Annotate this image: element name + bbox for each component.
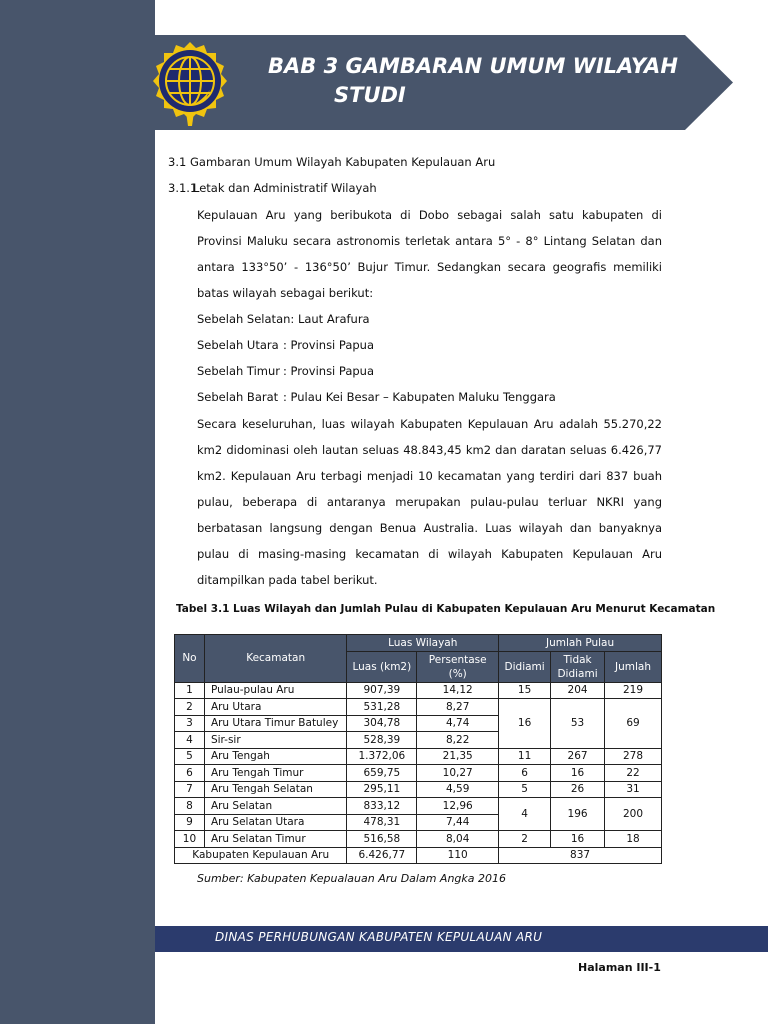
cell-kecamatan: Aru Selatan Utara — [204, 814, 346, 831]
cell-tidak-didiami: 16 — [551, 831, 605, 848]
section-number: 3.1.1 — [168, 181, 198, 195]
cell-kecamatan: Aru Selatan — [204, 798, 346, 815]
cell-no: 10 — [175, 831, 205, 848]
area-islands-table — [174, 634, 662, 864]
cell-didiami: 16 — [499, 699, 551, 749]
cell-jumlah: 31 — [605, 781, 662, 798]
chapter-title-line1: BAB 3 GAMBARAN UMUM WILAYAH — [268, 54, 678, 78]
cell-jumlah: 18 — [605, 831, 662, 848]
header-persentase: Persentase (%) — [417, 651, 499, 682]
cell-didiami: 11 — [499, 748, 551, 765]
border-value: : Pulau Kei Besar – Kabupaten Maluku Tenggara — [283, 390, 556, 404]
section-heading-3-1-1 — [168, 181, 377, 195]
cell-no: 9 — [175, 814, 205, 831]
section-number: 3.1 — [168, 155, 187, 169]
cell-kecamatan: Pulau-pulau Aru — [204, 682, 346, 699]
cell-persentase: 8,04 — [417, 831, 499, 848]
cell-persentase: 10,27 — [417, 765, 499, 782]
header-jumlah-pulau: Jumlah Pulau — [499, 635, 662, 652]
border-value: : Provinsi Papua — [283, 364, 375, 378]
cell-tidak-didiami: 196 — [551, 798, 605, 831]
cell-persentase: 8,22 — [417, 732, 499, 749]
table-row — [175, 748, 662, 765]
cell-luas: 304,78 — [347, 715, 417, 732]
header-jumlah: Jumlah — [605, 651, 662, 682]
border-label: Sebelah Utara — [197, 338, 279, 352]
cell-luas: 528,39 — [347, 732, 417, 749]
total-luas: 6.426,77 — [347, 847, 417, 863]
cell-luas: 295,11 — [347, 781, 417, 798]
sidebar-stripe — [0, 0, 155, 1024]
border-value: : Provinsi Papua — [283, 338, 375, 352]
paragraph-area: Secara keseluruhan, luas wilayah Kabupaten Kepulauan Aru adalah 55.270,22 km2 didominasi oleh lautan seluas 48.843,45 km2 dan daratan seluas 6.426,77 km2. Kepulauan Aru terbagi menjadi 10 kecamatan yang terdiri dari 837 buah pulau, beberapa di antaranya merupakan pulau-pulau terluar NKRI yang berbatasan langsung dengan Benua Australia. Luas wilayah dan banyaknya pulau di masing-masing kecamatan di wilayah Kabupaten Kepulauan Aru ditampilkan pada tabel berikut. — [197, 417, 662, 587]
cell-no: 8 — [175, 798, 205, 815]
cell-didiami: 2 — [499, 831, 551, 848]
cell-didiami: 5 — [499, 781, 551, 798]
cell-luas: 478,31 — [347, 814, 417, 831]
dinas-perhubungan-logo-icon — [150, 40, 230, 128]
section-title: Gambaran Umum Wilayah Kabupaten Kepulauan Aru — [190, 155, 496, 169]
cell-didiami: 15 — [499, 682, 551, 699]
paragraph-location: Kepulauan Aru yang beribukota di Dobo sebagai salah satu kabupaten di Provinsi Maluku secara astronomis terletak antara 5° - 8° Lintang Selatan dan antara 133°50’ - 136°50’ Bujur Timur. Sedangkan secara geografis memiliki batas wilayah sebagai berikut: — [197, 208, 662, 300]
cell-persentase: 4,59 — [417, 781, 499, 798]
cell-no: 4 — [175, 732, 205, 749]
table-caption: Tabel 3.1 Luas Wilayah dan Jumlah Pulau di Kabupaten Kepulauan Aru Menurut Kecamatan — [176, 603, 716, 615]
table-row — [175, 781, 662, 798]
cell-jumlah: 69 — [605, 699, 662, 749]
header-luas-wilayah: Luas Wilayah — [347, 635, 499, 652]
chapter-title — [268, 52, 688, 110]
table-row — [175, 798, 662, 815]
border-east — [197, 364, 374, 378]
border-label: Sebelah Barat — [197, 390, 279, 404]
total-persentase: 110 — [417, 847, 499, 863]
page-number: Halaman III-1 — [578, 961, 661, 974]
border-west — [197, 390, 556, 404]
cell-kecamatan: Aru Tengah Selatan — [204, 781, 346, 798]
cell-kecamatan: Aru Selatan Timur — [204, 831, 346, 848]
cell-tidak-didiami: 267 — [551, 748, 605, 765]
cell-kecamatan: Aru Tengah — [204, 748, 346, 765]
cell-no: 6 — [175, 765, 205, 782]
section-title: Letak dan Administratif Wilayah — [193, 181, 377, 195]
cell-kecamatan: Sir-sir — [204, 732, 346, 749]
header-no: No — [175, 635, 205, 683]
cell-jumlah: 200 — [605, 798, 662, 831]
border-south — [197, 312, 370, 326]
header-kecamatan: Kecamatan — [204, 635, 346, 683]
total-label: Kabupaten Kepulauan Aru — [175, 847, 347, 863]
header-didiami: Didiami — [499, 651, 551, 682]
table-row — [175, 831, 662, 848]
cell-kecamatan: Aru Tengah Timur — [204, 765, 346, 782]
cell-no: 7 — [175, 781, 205, 798]
cell-luas: 833,12 — [347, 798, 417, 815]
cell-persentase: 14,12 — [417, 682, 499, 699]
cell-persentase: 7,44 — [417, 814, 499, 831]
header-luas: Luas (km2) — [347, 651, 417, 682]
cell-luas: 531,28 — [347, 699, 417, 716]
cell-no: 2 — [175, 699, 205, 716]
chapter-title-line2: STUDI — [334, 83, 406, 107]
cell-persentase: 12,96 — [417, 798, 499, 815]
table-row — [175, 682, 662, 699]
cell-persentase: 4,74 — [417, 715, 499, 732]
table-row — [175, 765, 662, 782]
section-heading-3-1 — [168, 155, 495, 169]
cell-kecamatan: Aru Utara — [204, 699, 346, 716]
cell-tidak-didiami: 204 — [551, 682, 605, 699]
border-north — [197, 338, 374, 352]
cell-tidak-didiami: 53 — [551, 699, 605, 749]
cell-no: 5 — [175, 748, 205, 765]
cell-tidak-didiami: 26 — [551, 781, 605, 798]
cell-luas: 516,58 — [347, 831, 417, 848]
table-row — [175, 699, 662, 716]
cell-persentase: 8,27 — [417, 699, 499, 716]
table-source: Sumber: Kabupaten Kepualauan Aru Dalam Angka 2016 — [197, 872, 507, 885]
cell-jumlah: 219 — [605, 682, 662, 699]
total-jumlah: 837 — [499, 847, 662, 863]
cell-jumlah: 22 — [605, 765, 662, 782]
header-tidak-didiami: Tidak Didiami — [551, 651, 605, 682]
cell-luas: 907,39 — [347, 682, 417, 699]
border-label: Sebelah Timur — [197, 364, 281, 378]
border-value: Laut Arafura — [297, 312, 370, 326]
cell-kecamatan: Aru Utara Timur Batuley — [204, 715, 346, 732]
table-total-row — [175, 847, 662, 863]
cell-persentase: 21,35 — [417, 748, 499, 765]
footer-agency-name: DINAS PERHUBUNGAN KABUPATEN KEPULAUAN ARU — [215, 930, 543, 944]
cell-no: 3 — [175, 715, 205, 732]
cell-didiami: 6 — [499, 765, 551, 782]
cell-jumlah: 278 — [605, 748, 662, 765]
cell-luas: 1.372,06 — [347, 748, 417, 765]
border-label: Sebelah Selatan: — [197, 312, 295, 326]
cell-tidak-didiami: 16 — [551, 765, 605, 782]
cell-luas: 659,75 — [347, 765, 417, 782]
cell-didiami: 4 — [499, 798, 551, 831]
cell-no: 1 — [175, 682, 205, 699]
